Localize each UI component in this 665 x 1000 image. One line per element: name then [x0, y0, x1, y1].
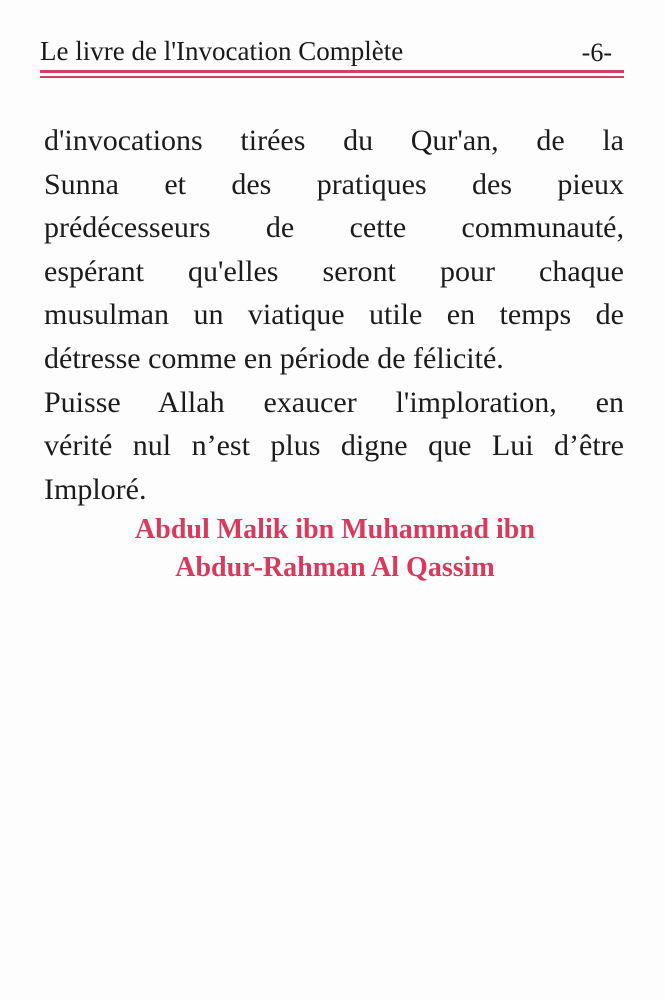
text-line: Imploré.	[44, 472, 147, 506]
text-line: prédécesseurs de cette communauté,	[44, 211, 624, 245]
author-signature-line-1: Abdul Malik ibn Muhammad ibn	[135, 514, 535, 545]
author-signature-line-2: Abdur-Rahman Al Qassim	[175, 552, 495, 583]
text-line: vérité nul n’est plus digne que Lui d’être	[44, 429, 624, 463]
running-header	[40, 30, 624, 70]
page-number: -6-	[581, 38, 612, 67]
text-line: Sunna et des pratiques des pieux	[44, 167, 624, 201]
book-title: Le livre de l'Invocation Complète	[40, 36, 404, 66]
text-line: détresse comme en période de félicité.	[44, 341, 504, 375]
text-line: Puisse Allah exaucer l'imploration, en	[44, 385, 624, 419]
text-line: musulman un viatique utile en temps de	[44, 298, 624, 332]
body-paragraph	[44, 119, 624, 511]
text-line: espérant qu'elles seront pour chaque	[44, 254, 624, 288]
header-rule-bottom	[40, 76, 624, 78]
text-line: d'invocations tirées du Qur'an, de la	[44, 124, 624, 157]
header-rule-top	[40, 70, 624, 73]
